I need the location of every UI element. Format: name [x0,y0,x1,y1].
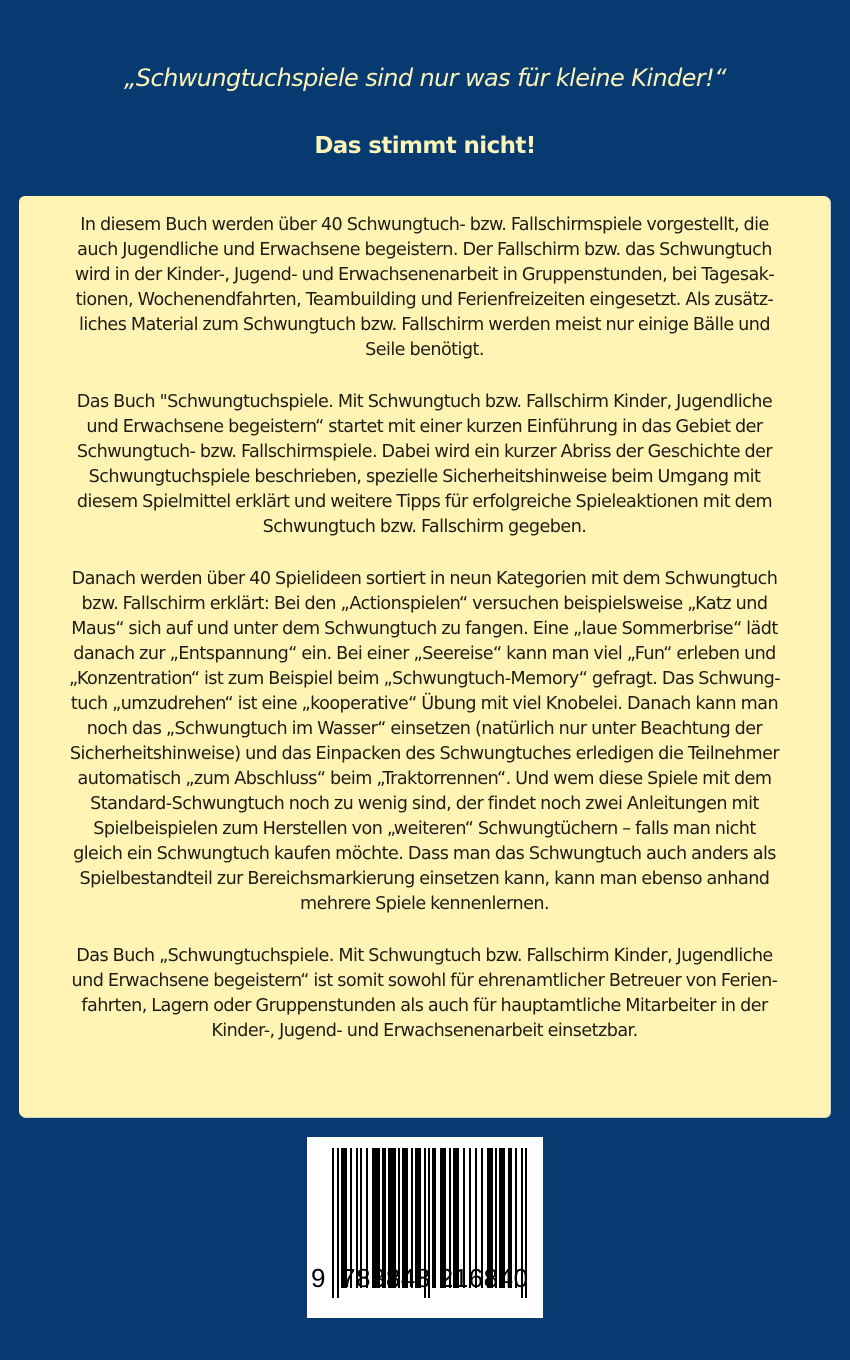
isbn-barcode [307,1137,543,1318]
blurb-paragraph-2 [29,390,820,540]
text-line: bzw. Fallschirm erklärt: Bei den „Actionspielen“ versuchen beispielsweise „Katz und [81,594,768,614]
text-line: In diesem Buch werden über 40 Schwungtuch- bzw. Fallschirmspiele vorgestellt, die [80,215,769,235]
text-line: Das Buch „Schwungtuchspiele. Mit Schwungtuch bzw. Fallschirm Kinder, Jugendliche [76,946,773,966]
isbn-lead-digit: 9 [311,1263,326,1293]
text-line: Schwungtuch bzw. Fallschirm gegeben. [262,517,587,537]
text-line: Spielbeispielen zum Herstellen von „weiteren“ Schwungtüchern – falls man nicht [93,819,756,839]
text-line: Spielbestandteil zur Bereichsmarkierung einsetzen kann, kann man ebenso anhand [79,869,770,889]
text-line: Das Buch "Schwungtuchspiele. Mit Schwungtuch bzw. Fallschirm Kinder, Jugendliche [76,392,773,412]
text-line: automatisch „zum Abschluss“ beim „Traktorrennen“. Und wem diese Spiele mit dem [77,769,772,789]
text-line: „Konzentration“ ist zum Beispiel beim „Schwungtuch-Memory“ gefragt. Das Schwung- [68,669,781,689]
blurb-paragraph-4 [29,944,820,1044]
text-line: Kinder-, Jugend- und Erwachsenenarbeit einsetzbar. [211,1021,638,1041]
blurb-panel [19,196,830,1117]
text-line: wird in der Kinder-, Jugend- und Erwachsenenarbeit in Gruppenstunden, bei Tagesak- [74,265,775,285]
isbn-digit-groups [341,1263,529,1294]
text-line: Standard-Schwungtuch noch zu wenig sind, der findet noch zwei Anleitungen mit [90,794,759,814]
text-line: liches Material zum Schwungtuch bzw. Fallschirm werden meist nur einige Bälle und [79,315,770,335]
text-line: Maus“ sich auf und unter dem Schwungtuch zu fangen. Eine „laue Sommerbrise“ lädt [71,619,778,639]
text-line: und Erwachsene begeistern“ startet mit einer kurzen Einführung in das Gebiet der [86,417,763,437]
text-line: Schwungtuch- bzw. Fallschirmspiele. Dabei wird ein kurzer Abriss der Geschichte der [76,442,773,462]
text-line: tionen, Wochenendfahrten, Teambuilding und Ferienfreizeiten eingesetzt. Als zusätz- [75,290,774,310]
text-line: fahrten, Lagern oder Gruppenstunden als auch für hauptamtliche Mitarbeiter in der [81,996,768,1016]
blurb-paragraph-3 [29,567,820,917]
text-line: diesem Spielmittel erklärt und weitere Tipps für erfolgreiche Spieleaktionen mit dem [76,492,773,512]
text-line: Danach werden über 40 Spielideen sortiert in neun Kategorien mit dem Schwungtuch [71,569,778,589]
text-line: Sicherheitshinweise) und das Einpacken des Schwungtuches erledigen die Teilnehmer [69,744,780,764]
text-line: danach zur „Entspannung“ ein. Bei einer „Seereise“ kann man viel „Fun“ erleben und [73,644,776,664]
text-line: Schwungtuchspiele beschrieben, spezielle Sicherheitshinweise beim Umgang mit [88,467,761,487]
text-line: gleich ein Schwungtuch kaufen möchte. Dass man das Schwungtuch auch anders als [73,844,776,864]
text-line: und Erwachsene begeistern“ ist somit sowohl für ehrenamtlicher Betreuer von Ferien- [71,971,778,991]
rebuttal-heading: Das stimmt nicht! [314,133,536,159]
blurb-paragraph-1 [29,213,820,363]
text-line: noch das „Schwungtuch im Wasser“ einsetzen (natürlich nur unter Beachtung der [86,719,763,739]
isbn-group-1: 783848 [341,1263,431,1293]
text-line: tuch „umzudrehen“ ist eine „kooperative“ Übung mit viel Knobelei. Danach kann man [70,694,779,714]
text-line: mehrere Spiele kennenlernen. [299,894,550,914]
text-line: auch Jugendliche und Erwachsene begeistern. Der Fallschirm bzw. das Schwungtuch [77,240,772,260]
isbn-group-2: 216840 [438,1263,529,1293]
tagline-quote: „Schwungtuchspiele sind nur was für kleine Kinder!“ [124,64,726,92]
text-line: Seile benötigt. [365,340,484,360]
